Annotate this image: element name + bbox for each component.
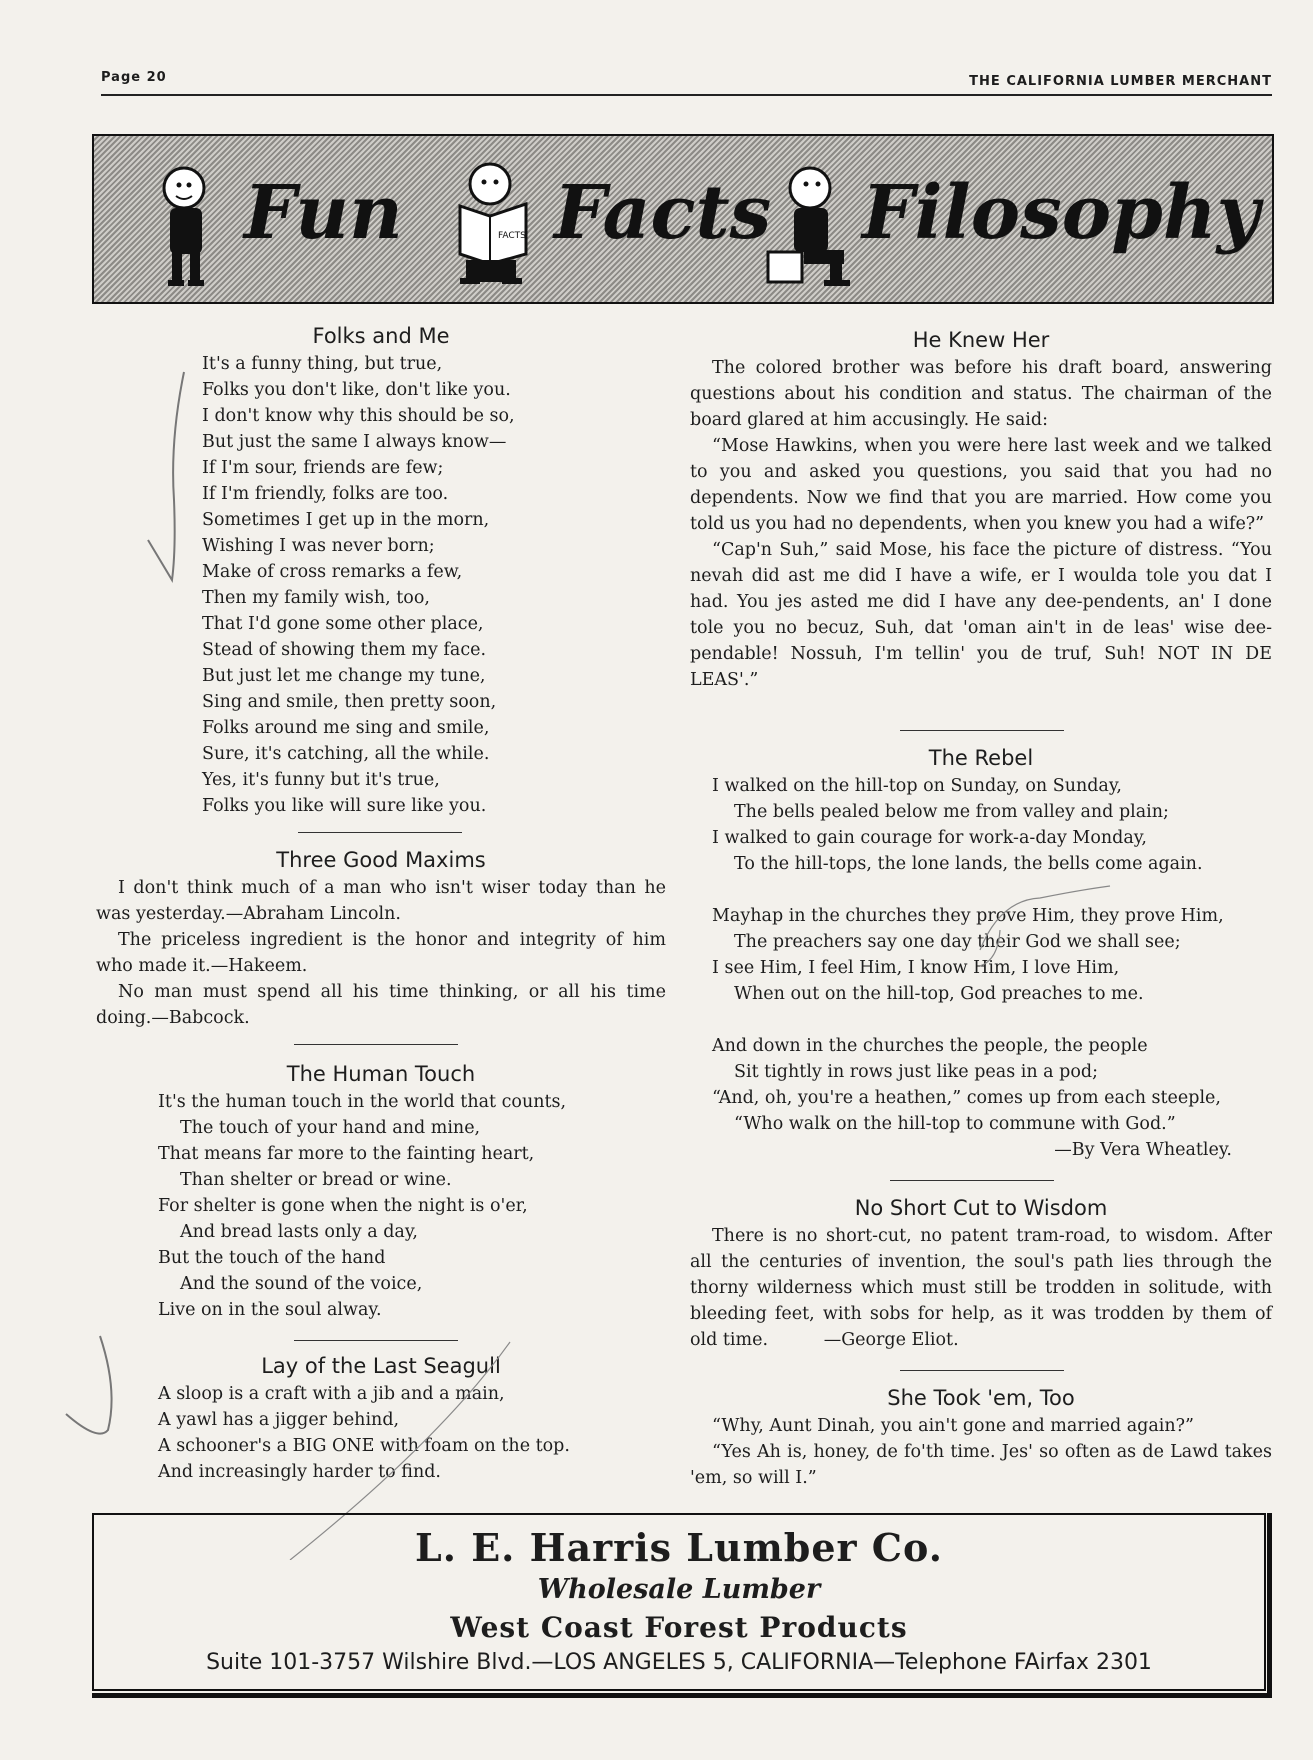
human-touch-poem [96,1089,666,1323]
human-touch-section [96,1060,666,1323]
poem-line: To the hill-tops, the lone lands, the bells come again. [734,854,1203,874]
poem-line: Wishing I was never born; [202,536,435,556]
poem-line: Than shelter or bread or wine. [180,1170,452,1190]
section-divider [890,1180,1054,1181]
ad-address: Suite 101-3757 Wilshire Blvd.—LOS ANGELES 5, CALIFORNIA—Telephone FAirfax 2301 [206,1650,1152,1675]
three-good-maxims-title: Three Good Maxims [276,848,486,872]
poem-line: For shelter is gone when the night is o'er, [158,1196,528,1216]
poem-line: Sing and smile, then pretty soon, [202,692,497,712]
banner-word-facts: Facts [554,170,772,256]
poem-line: Mayhap in the churches they prove Him, they prove Him, [712,906,1224,926]
he-knew-her-title: He Knew Her [912,328,1050,352]
page-number: Page 20 [101,70,167,85]
poem-line: Folks you don't like, don't like you. [202,380,511,400]
poem-line: The touch of your hand and mine, [180,1118,481,1138]
poem-line: “Who walk on the hill-top to commune with God.” [734,1114,1176,1134]
poem-line: “And, oh, you're a heathen,” comes up from each steeple, [712,1088,1221,1108]
poem-line: Sure, it's catching, all the while. [202,744,490,764]
pencil-mark-icon [60,1330,130,1450]
poem-line: I walked on the hill-top on Sunday, on Sunday, [712,776,1122,796]
poem-line: A yawl has a jigger behind, [158,1410,400,1430]
banner-word-fun: Fun [244,170,403,256]
page-header [101,66,1272,96]
advertisement-box [92,1513,1266,1691]
she-took-em-section [690,1384,1272,1491]
poem-line: And bread lasts only a day, [180,1222,418,1242]
she-took-em-title: She Took 'em, Too [887,1386,1075,1410]
poem-line: The bells pealed below me from valley and plain; [734,802,1169,822]
publication-title: THE CALIFORNIA LUMBER MERCHANT [969,74,1272,89]
poem-line: I see Him, I feel Him, I know Him, I love Him, [712,958,1120,978]
wisdom-attribution: —George Eliot. [823,1330,959,1350]
maxim-paragraph: No man must spend all his time thinking, or all his time doing.—Babcock. [96,982,666,1028]
last-seagull-title: Lay of the Last Seagull [261,1354,501,1378]
banner-word-filosophy: Filosophy [862,170,1260,256]
poem-line: Sit tightly in rows just like peas in a pod; [734,1062,1099,1082]
ad-company-name: L. E. Harris Lumber Co. [415,1525,943,1570]
title-banner [92,134,1274,304]
poem-line: Folks around me sing and smile, [202,718,490,738]
no-short-cut-section [690,1194,1272,1353]
story-paragraph: “Mose Hawkins, when you were here last week and we talked to you and asked you questions, you said that you had no dependents. Now we find that you are married. How come you told us you had no dependents, when you knew you had a wife?” [690,436,1272,534]
poem-line: Yes, it's funny but it's true, [202,770,440,790]
poem-line: I walked to gain courage for work-a-day Monday, [712,828,1147,848]
ad-tagline: Wholesale Lumber [537,1574,821,1605]
poem-line: Sometimes I get up in the morn, [202,510,490,530]
poem-line: It's the human touch in the world that counts, [158,1092,567,1112]
story-paragraph: The colored brother was before his draft board, answering questions about his condition and status. The chairman of the board glared at him accusingly. He said: [690,358,1272,430]
three-good-maxims-section [96,846,666,1031]
poem-line: That means far more to the fainting heart, [158,1144,535,1164]
human-touch-title: The Human Touch [286,1062,476,1086]
poem-line: A sloop is a craft with a jib and a main, [158,1384,505,1404]
he-knew-her-section [690,326,1272,693]
ad-products: West Coast Forest Products [450,1611,908,1644]
poem-line: But the touch of the hand [158,1248,386,1268]
poem-line: And increasingly harder to find. [158,1462,441,1482]
poem-line: Live on in the soul alway. [158,1300,382,1320]
poem-line: If I'm sour, friends are few; [202,458,444,478]
story-paragraph: “Cap'n Suh,” said Mose, his face the picture of distress. “You nevah did ast me did I have a wife, er I woulda tole you dat I had. You jes asted me did I have any dee-pendents, an' I done tole you no becuz, Suh, dat 'oman ain't in de leas' wise dee-pendable! Nossuh, I'm tellin' you de truf, Suh! NOT IN DE LEAS'.” [690,540,1272,690]
no-short-cut-title: No Short Cut to Wisdom [854,1196,1108,1220]
poem-line: A schooner's a BIG ONE with foam on the top. [158,1436,570,1456]
rebel-byline: —By Vera Wheatley. [1054,1140,1232,1160]
poem-line: That I'd gone some other place, [202,614,484,634]
wisdom-paragraph [690,1223,1272,1353]
story-paragraph: “Why, Aunt Dinah, you ain't gone and married again?” [712,1416,1194,1436]
poem-line: I don't know why this should be so, [202,406,515,426]
poem-line: And the sound of the voice, [180,1274,423,1294]
poem-line: And down in the churches the people, the people [712,1036,1148,1056]
poem-line: It's a funny thing, but true, [202,354,443,374]
poem-line: Stead of showing them my face. [202,640,487,660]
poem-line: Folks you like will sure like you. [202,796,487,816]
poem-line: Then my family wish, too, [202,588,430,608]
pencil-scribble-icon [960,880,1120,970]
wisdom-text: There is no short-cut, no patent tram-road, to wisdom. After all the centuries of invention, the soul's path lies through the thorny wilderness which must still be trodden in solitude, with bleeding feet, with sobs for help, as it was trodden by them of old time. [690,1226,1272,1350]
poem-line: If I'm friendly, folks are too. [202,484,449,504]
the-rebel-title: The Rebel [928,746,1034,770]
stanza-break [712,1007,1272,1033]
section-divider [900,730,1064,731]
poem-line: Make of cross remarks a few, [202,562,463,582]
section-divider [298,832,462,833]
banner-title [94,170,1272,270]
maxim-paragraph: I don't think much of a man who isn't wiser today than he was yesterday.—Abraham Lincoln. [96,878,666,924]
section-divider [294,1044,458,1045]
folks-and-me-title: Folks and Me [312,324,450,348]
poem-line: But just let me change my tune, [202,666,486,686]
book-label: FACTS [498,231,526,241]
story-paragraph: “Yes Ah is, honey, de fo'th time. Jes' so often as de Lawd takes 'em, so will I.” [690,1442,1272,1488]
poem-line: But just the same I always know— [202,432,507,452]
poem-line: When out on the hill-top, God preaches to me. [734,984,1144,1004]
pencil-checkmark-icon [140,360,200,590]
section-divider [900,1370,1064,1371]
poem-line: The preachers say one day their God we shall see; [734,932,1181,952]
maxim-paragraph: The priceless ingredient is the honor and integrity of him who made it.—Hakeem. [96,930,666,976]
